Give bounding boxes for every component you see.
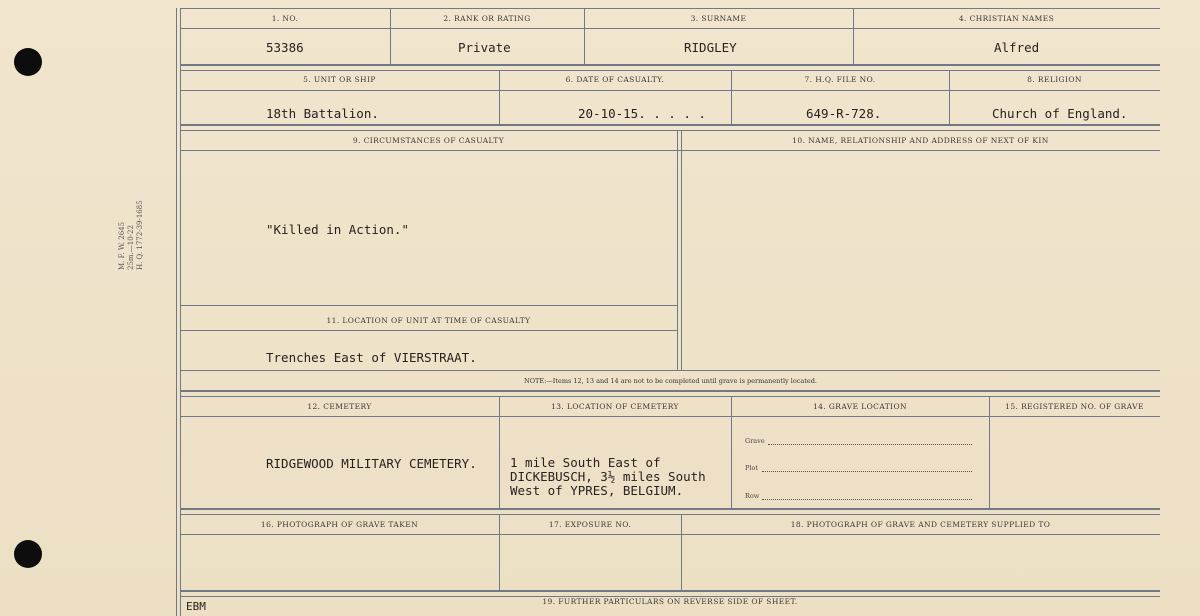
label-exposure: 17. EXPOSURE NO. — [548, 520, 632, 529]
col-divider — [731, 396, 732, 508]
label-rank: 2. RANK OR RATING — [443, 14, 531, 23]
label-no: 1. NO. — [271, 14, 299, 23]
rank-value: Private — [458, 40, 511, 55]
label-photo-taken: 16. PHOTOGRAPH OF GRAVE TAKEN — [260, 520, 419, 529]
circumstances-value: "Killed in Action." — [266, 222, 409, 237]
hq-file-value: 649-R-728. — [806, 106, 882, 121]
punch-hole — [14, 48, 42, 76]
grave-dotted-line — [768, 444, 972, 445]
row-label: Row — [745, 492, 760, 500]
label-location-unit: 11. LOCATION OF UNIT AT TIME OF CASUALTY — [326, 316, 531, 325]
date-value: 20-10-15. . . . . — [578, 106, 706, 121]
rule — [180, 534, 1160, 535]
col-divider — [989, 396, 990, 508]
label-date: 6. DATE OF CASUALTY. — [565, 75, 665, 84]
rule — [180, 396, 1160, 397]
label-further-particulars: 19. FURTHER PARTICULARS ON REVERSE SIDE OF SHEET. — [542, 597, 798, 606]
location-cemetery-line: DICKEBUSCH, 3½ miles South — [510, 469, 706, 484]
margin-print: M. F. W. 2645 25m.—10-22 H. Q. 1772-39-1685 — [118, 200, 144, 270]
note-text: NOTE:—Items 12, 13 and 14 are not to be completed until grave is permanently located. — [524, 377, 817, 385]
rule — [180, 330, 677, 331]
rule — [180, 64, 1160, 66]
label-unit: 5. UNIT OR SHIP — [303, 75, 376, 84]
clerk-initials: EBM — [186, 600, 206, 613]
label-surname: 3. SURNAME — [690, 14, 747, 23]
service-number: 53386 — [266, 40, 304, 55]
label-next-of-kin: 10. NAME, RELATIONSHIP AND ADDRESS OF NEXT OF KIN — [792, 136, 1049, 145]
rule — [180, 8, 1160, 9]
col-divider — [499, 396, 500, 508]
rule — [180, 305, 677, 306]
label-location-cemetery: 13. LOCATION OF CEMETERY — [551, 402, 679, 411]
label-hq-file: 7. H.Q. FILE NO. — [804, 75, 876, 84]
plot-dotted-line — [762, 471, 972, 472]
rule — [180, 416, 1160, 417]
row-dotted-line — [762, 499, 972, 500]
rule — [180, 150, 1160, 151]
location-cemetery-line: West of YPRES, BELGIUM. — [510, 483, 684, 498]
label-circumstances: 9. CIRCUMSTANCES OF CASUALTY — [352, 136, 505, 145]
label-christian-names: 4. CHRISTIAN NAMES — [958, 14, 1055, 23]
rule — [180, 28, 1160, 29]
christian-names-value: Alfred — [994, 40, 1040, 55]
rule — [180, 70, 1160, 71]
religion-value: Church of England. — [992, 106, 1128, 121]
cemetery-value: RIDGEWOOD MILITARY CEMETERY. — [266, 456, 477, 471]
rule — [180, 390, 1160, 392]
grave-label: Grave — [745, 437, 765, 445]
label-cemetery: 12. CEMETERY — [307, 402, 372, 411]
rule — [180, 90, 1160, 91]
label-religion: 8. RELIGION — [1027, 75, 1082, 84]
rule — [180, 124, 1160, 126]
unit-value: 18th Battalion. — [266, 106, 379, 121]
col-divider — [677, 130, 678, 370]
label-registered-no: 15. REGISTERED NO. OF GRAVE — [1005, 402, 1144, 411]
rule — [180, 130, 1160, 131]
punch-hole — [14, 540, 42, 568]
plot-label: Plot — [745, 464, 758, 472]
location-unit-value: Trenches East of VIERSTRAAT. — [266, 350, 477, 365]
col-divider — [681, 130, 682, 370]
surname-value: RIDGLEY — [684, 40, 737, 55]
rule — [180, 514, 1160, 515]
rule — [180, 370, 1160, 371]
location-cemetery-line: 1 mile South East of — [510, 455, 661, 470]
rule — [180, 508, 1160, 510]
label-grave-location: 14. GRAVE LOCATION — [812, 402, 908, 411]
label-photo-supplied: 18. PHOTOGRAPH OF GRAVE AND CEMETERY SUPPLIED TO — [790, 520, 1051, 529]
rule — [180, 590, 1160, 592]
margin-line — [176, 8, 177, 616]
